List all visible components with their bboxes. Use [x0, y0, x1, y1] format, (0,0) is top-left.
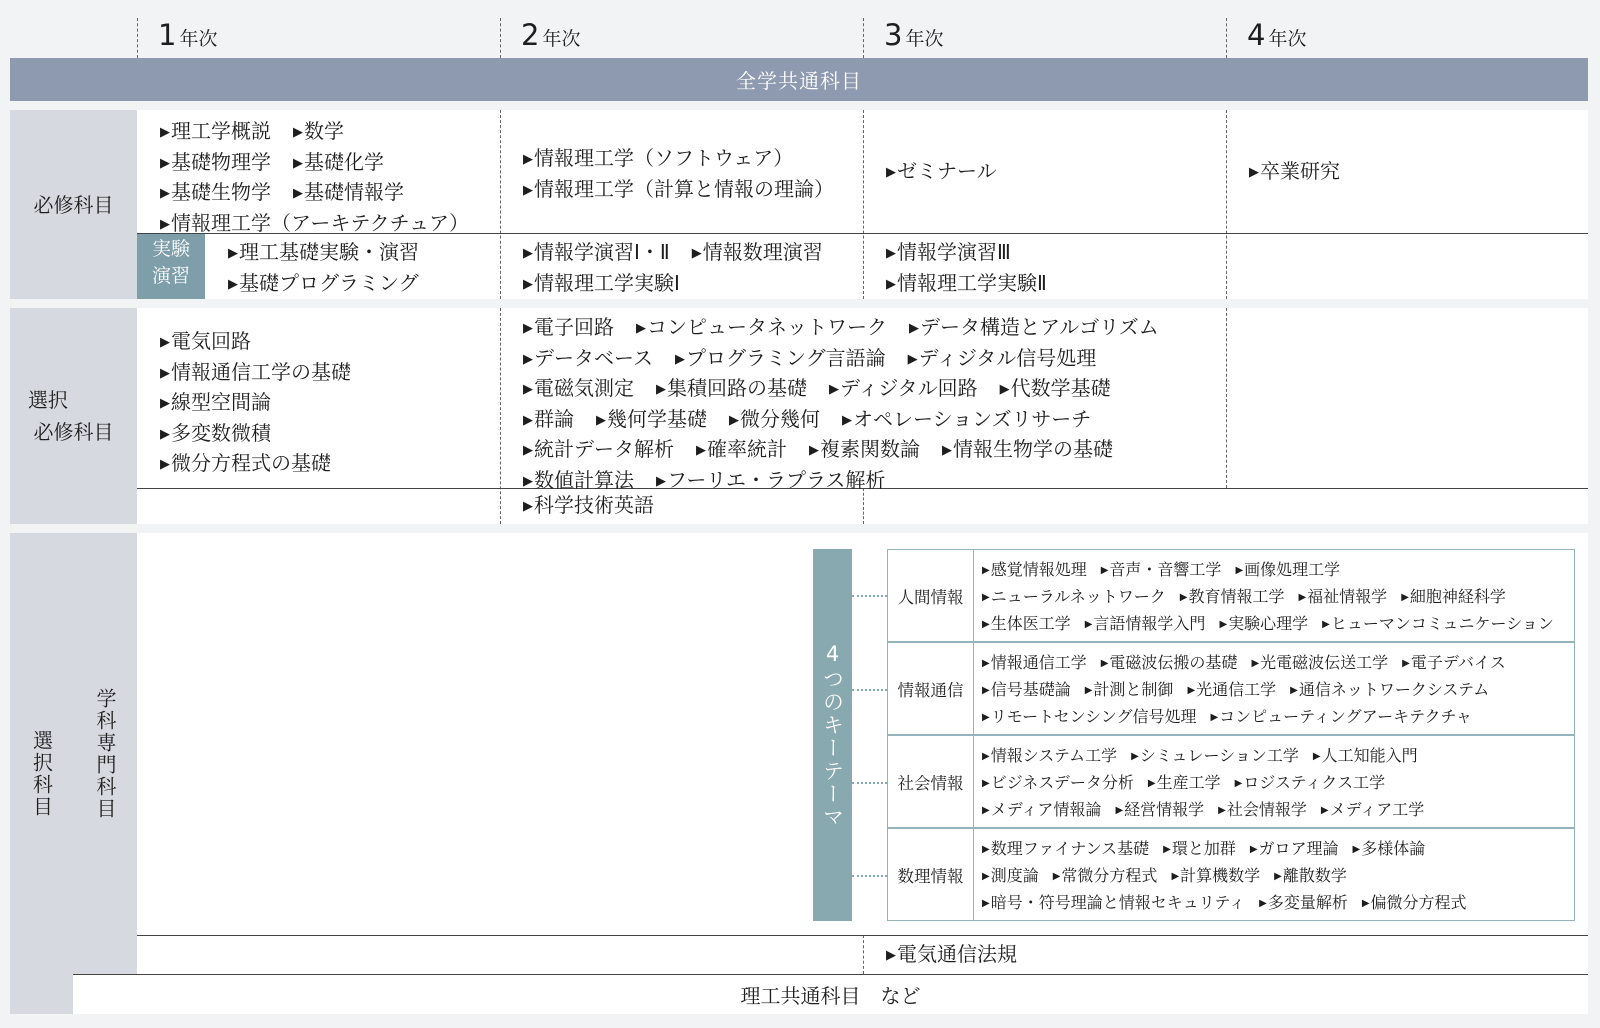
- course-line: [982, 558, 1568, 585]
- course-line: [982, 837, 1481, 864]
- course-item: ▶ 基礎情報学: [293, 180, 404, 204]
- course-item: ▶ 経営情報学: [1115, 800, 1204, 819]
- course-item: ▶ 常微分方程式: [1053, 866, 1158, 885]
- common-footer: 理工共通科目 など: [740, 983, 921, 1008]
- dept-specialized-label: 学科専門科目: [93, 687, 117, 820]
- course-item: ▶ 光通信工学: [1187, 680, 1276, 699]
- elective-label: 選択科目: [29, 729, 54, 818]
- course-item: ▶ 計測と制御: [1085, 680, 1174, 699]
- course-item: ▶ 基礎プログラミング: [228, 271, 419, 295]
- course-line: [982, 705, 1520, 732]
- course-line: [1249, 158, 1362, 189]
- course-line: [886, 239, 1069, 270]
- common-subjects-bar: 全学共通科目: [10, 58, 1588, 101]
- lab-label: 実験 演習: [137, 234, 205, 299]
- year-header-3: 3 年次: [884, 18, 944, 52]
- course-item: ▶ 言語情報学入門: [1085, 614, 1206, 633]
- theme-box: [887, 735, 1575, 828]
- course-line: [982, 612, 1568, 639]
- course-line: [982, 744, 1438, 771]
- course-item: ▶ 実験心理学: [1219, 614, 1308, 633]
- course-item: ▶ 幾何学基礎: [596, 407, 707, 431]
- course-item: ▶ 多変量解析: [1259, 893, 1348, 912]
- lab-year3: [886, 239, 1069, 300]
- course-item: ▶ 微分幾何: [729, 407, 820, 431]
- course-item: ▶ 電子回路: [523, 315, 614, 339]
- row-divider: [137, 935, 1588, 936]
- course-item: ▶ 多様体論: [1353, 839, 1426, 858]
- english-course: ▶ 科学技術英語: [523, 492, 676, 523]
- course-line: [160, 118, 491, 149]
- course-item: ▶ 情報理工学（ソフトウェア）: [523, 146, 793, 170]
- year-header-2: 2 年次: [521, 18, 581, 52]
- key-theme-bar: 4つのキーテーマ: [813, 549, 852, 921]
- course-line: [886, 158, 1019, 189]
- course-item: ▶ 理工学概説: [160, 119, 271, 143]
- course-line: [523, 345, 1181, 376]
- course-item: ▶ 通信ネットワークシステム: [1290, 680, 1489, 699]
- course-item: ▶ 電子デバイス: [1402, 653, 1506, 672]
- year-divider: [500, 18, 501, 58]
- course-item: ▶ 理工基礎実験・演習: [228, 240, 419, 264]
- course-item: ▶ オペレーションズリサーチ: [842, 407, 1091, 431]
- theme-courses: [982, 837, 1481, 918]
- elective-required-year23: [523, 314, 1181, 497]
- theme-box: [887, 642, 1575, 735]
- course-line: [982, 864, 1481, 891]
- course-line: [523, 270, 845, 301]
- course-item: ▶ プログラミング言語論: [675, 346, 886, 370]
- telecom-law-course: ▶ 電気通信法規: [886, 941, 1039, 972]
- course-item: ▶ 社会情報学: [1218, 800, 1307, 819]
- year-divider: [863, 935, 864, 974]
- connector-dots: [852, 595, 887, 597]
- course-item: ▶ 代数学基礎: [1000, 376, 1111, 400]
- course-item: ▶ 電磁気測定: [523, 376, 634, 400]
- course-item: ▶ 生体医工学: [982, 614, 1071, 633]
- course-item: ▶ 群論: [523, 407, 574, 431]
- course-line: [982, 771, 1438, 798]
- course-item: ▶ 細胞神経科学: [1401, 587, 1506, 606]
- required-year2: [523, 145, 856, 206]
- course-line: [523, 406, 1181, 437]
- course-item: ▶ 偏微分方程式: [1362, 893, 1467, 912]
- course-item: ▶ 微分方程式の基礎: [160, 451, 331, 475]
- course-line: [160, 420, 373, 451]
- course-line: [886, 270, 1069, 301]
- course-line: [982, 585, 1568, 612]
- course-line: [982, 651, 1520, 678]
- course-line: [523, 176, 856, 207]
- course-item: ▶ 基礎生物学: [160, 180, 271, 204]
- connector-dots: [852, 875, 887, 877]
- year-divider: [1226, 308, 1227, 488]
- course-item: ▶ コンピュータネットワーク: [636, 315, 887, 339]
- course-item: ▶ 基礎物理学: [160, 150, 271, 174]
- course-item: ▶ コンピューティングアーキテクチャ: [1210, 707, 1472, 726]
- course-item: ▶ リモートセンシング信号処理: [982, 707, 1196, 726]
- course-line: [228, 270, 441, 301]
- course-item: ▶ 信号基礎論: [982, 680, 1071, 699]
- course-line: [523, 375, 1181, 406]
- year-header-4: 4 年次: [1247, 18, 1307, 52]
- course-item: ▶ 統計データ解析: [523, 437, 674, 461]
- year-divider: [500, 308, 501, 524]
- elective-required-year1: [160, 328, 373, 481]
- course-item: ▶ 情報理工学実験Ⅰ: [523, 271, 680, 295]
- course-item: ▶ 生産工学: [1148, 773, 1221, 792]
- course-line: [228, 239, 441, 270]
- course-line: [523, 239, 845, 270]
- course-item: ▶ 情報理工学実験Ⅱ: [886, 271, 1047, 295]
- year-divider: [863, 18, 864, 58]
- theme-name: 人間情報: [888, 550, 974, 641]
- course-item: ▶ 線型空間論: [160, 390, 271, 414]
- lab-year1: [228, 239, 441, 300]
- course-item: ▶ ヒューマンコミュニケーション: [1322, 614, 1554, 633]
- course-item: ▶ 情報通信工学: [982, 653, 1087, 672]
- course-item: ▶ 多変数微積: [160, 421, 271, 445]
- course-item: ▶ 情報理工学（アーキテクチュア）: [160, 211, 469, 235]
- course-item: ▶ ガロア理論: [1250, 839, 1339, 858]
- lab-year2: [523, 239, 845, 300]
- required-year1: [160, 118, 491, 240]
- course-item: ▶ 画像処理工学: [1235, 560, 1340, 579]
- course-item: ▶ ゼミナール: [886, 159, 997, 183]
- theme-courses: [982, 744, 1438, 825]
- course-item: ▶ データ構造とアルゴリズム: [909, 315, 1159, 339]
- course-item: ▶ 集積回路の基礎: [656, 376, 807, 400]
- elective-required-label: 選択 必修科目: [28, 388, 114, 444]
- connector-dots: [852, 689, 887, 691]
- course-item: ▶ ロジスティクス工学: [1235, 773, 1385, 792]
- course-line: [160, 210, 491, 241]
- course-item: ▶ 情報理工学（計算と情報の理論）: [523, 177, 834, 201]
- theme-courses: [982, 558, 1568, 639]
- course-item: ▶ 計算機数学: [1171, 866, 1260, 885]
- course-item: ▶ 音声・音響工学: [1101, 560, 1222, 579]
- theme-name: 社会情報: [888, 736, 974, 827]
- year-divider: [1226, 110, 1227, 299]
- connector-dots: [852, 782, 887, 784]
- course-item: ▶ 暗号・符号理論と情報セキュリティ: [982, 893, 1245, 912]
- course-item: ▶ 情報学演習Ⅲ: [886, 240, 1011, 264]
- course-item: ▶ 離散数学: [1274, 866, 1347, 885]
- course-line: [523, 314, 1181, 345]
- theme-box: [887, 549, 1575, 642]
- course-item: ▶ 環と加群: [1163, 839, 1236, 858]
- course-item: ▶ 基礎化学: [293, 150, 384, 174]
- course-item: ▶ 情報数理演習: [692, 240, 823, 264]
- course-line: [160, 450, 373, 481]
- course-item: ▶ データベース: [523, 346, 653, 370]
- theme-courses: [982, 651, 1520, 732]
- course-item: ▶ ビジネスデータ分析: [982, 773, 1134, 792]
- course-item: ▶ シミュレーション工学: [1131, 746, 1299, 765]
- course-line: [160, 359, 373, 390]
- course-item: ▶ 数理ファイナンス基礎: [982, 839, 1149, 858]
- course-item: ▶ フーリエ・ラプラス解析: [656, 468, 885, 492]
- course-line: [982, 798, 1438, 825]
- course-item: ▶ 数値計算法: [523, 468, 634, 492]
- course-item: ▶ 人工知能入門: [1313, 746, 1418, 765]
- course-item: ▶ ディジタル回路: [829, 376, 978, 400]
- course-item: ▶ 複素関数論: [809, 437, 920, 461]
- course-item: ▶ 教育情報工学: [1180, 587, 1285, 606]
- course-item: ▶ 電磁波伝搬の基礎: [1101, 653, 1238, 672]
- course-line: [982, 678, 1520, 705]
- course-item: ▶ 情報通信工学の基礎: [160, 360, 351, 384]
- course-line: [160, 328, 373, 359]
- year-header-1: 1 年次: [158, 18, 218, 52]
- course-line: [523, 145, 856, 176]
- course-item: ▶ 確率統計: [696, 437, 787, 461]
- theme-name: 数理情報: [888, 829, 974, 920]
- year-divider: [1226, 18, 1227, 58]
- course-item: ▶ 情報システム工学: [982, 746, 1117, 765]
- course-item: ▶ 感覚情報処理: [982, 560, 1087, 579]
- course-line: [160, 179, 491, 210]
- required-year3: [886, 158, 1019, 189]
- course-line: [160, 389, 373, 420]
- course-item: ▶ 卒業研究: [1249, 159, 1340, 183]
- course-line: [982, 891, 1481, 918]
- required-year4: [1249, 158, 1362, 189]
- course-item: ▶ 電気回路: [160, 329, 251, 353]
- course-item: ▶ ディジタル信号処理: [908, 346, 1097, 370]
- course-item: ▶ メディア情報論: [982, 800, 1101, 819]
- year-divider: [137, 18, 138, 58]
- course-item: ▶ メディア工学: [1321, 800, 1424, 819]
- course-item: ▶ 情報学演習Ⅰ・Ⅱ: [523, 240, 670, 264]
- theme-box: [887, 828, 1575, 921]
- course-line: [160, 149, 491, 180]
- course-item: ▶ 光電磁波伝送工学: [1251, 653, 1388, 672]
- course-item: ▶ 情報生物学の基礎: [942, 437, 1113, 461]
- course-line: [523, 436, 1181, 467]
- theme-name: 情報通信: [888, 643, 974, 734]
- course-item: ▶ 測度論: [982, 866, 1039, 885]
- year-divider: [863, 110, 864, 299]
- year-divider: [500, 110, 501, 299]
- course-item: ▶ ニューラルネットワーク: [982, 587, 1166, 606]
- course-item: ▶ 福祉情報学: [1298, 587, 1387, 606]
- course-item: ▶ 数学: [293, 119, 344, 143]
- required-label: 必修科目: [33, 192, 114, 217]
